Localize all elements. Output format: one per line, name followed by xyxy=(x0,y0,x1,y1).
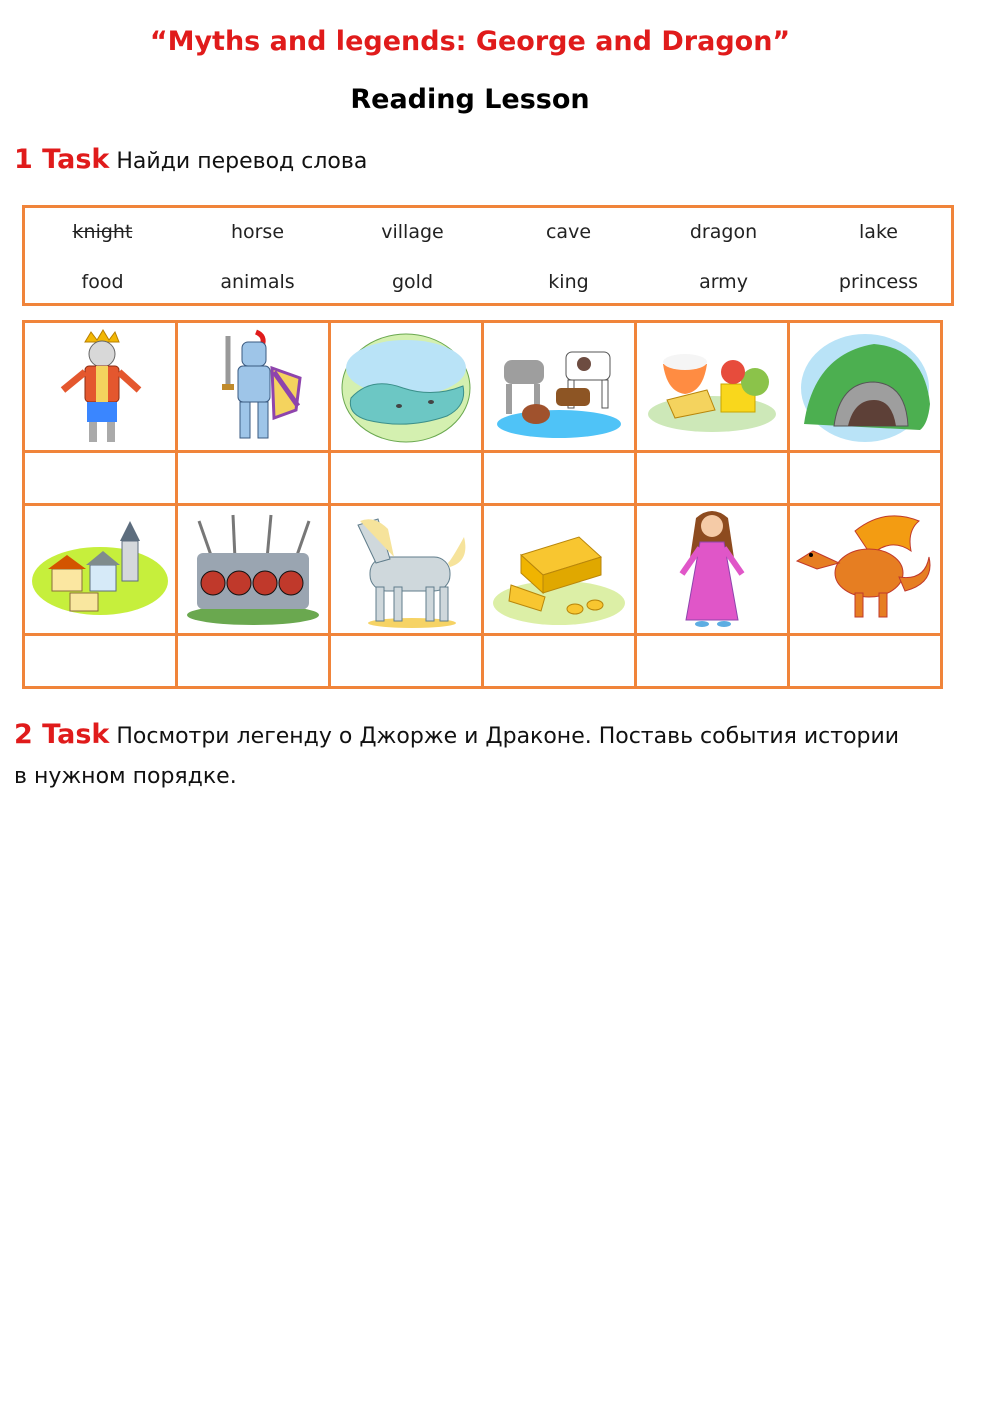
word-dragon: dragon xyxy=(689,221,758,243)
picture-cell xyxy=(789,322,942,452)
word-gold: gold xyxy=(391,271,434,293)
word-army: army xyxy=(699,271,748,293)
task-1-instruction: Найди перевод слова xyxy=(116,149,368,174)
task-2-heading xyxy=(14,715,914,797)
answer-cell-princess[interactable] xyxy=(636,635,789,688)
word-cave: cave xyxy=(545,221,592,243)
worksheet-title: “Myths and legends: George and Dragon” xyxy=(149,26,791,57)
cave-picture xyxy=(798,328,932,446)
task-1-heading xyxy=(14,140,367,182)
word-village: village xyxy=(381,221,444,243)
picture-cell xyxy=(177,322,330,452)
word-horse: horse xyxy=(230,221,285,243)
picture-cell xyxy=(177,505,330,635)
gold-picture xyxy=(489,511,629,629)
answer-cell-gold[interactable] xyxy=(483,635,636,688)
animals-picture xyxy=(492,328,626,446)
food-picture xyxy=(645,328,779,446)
picture-cell xyxy=(483,505,636,635)
answer-cell-dragon[interactable] xyxy=(789,635,942,688)
answer-cell-horse[interactable] xyxy=(330,635,483,688)
picture-cell xyxy=(24,322,177,452)
answer-cell-animals[interactable] xyxy=(483,452,636,505)
answer-cell-food[interactable] xyxy=(636,452,789,505)
answer-cell-army[interactable] xyxy=(177,635,330,688)
answer-cell-lake[interactable] xyxy=(330,452,483,505)
word-bank xyxy=(22,205,954,306)
answer-cell-king[interactable] xyxy=(24,452,177,505)
word-princess: princess xyxy=(838,271,919,293)
picture-cell xyxy=(789,505,942,635)
horse-picture xyxy=(336,511,476,629)
knight-picture xyxy=(198,328,308,446)
lake-picture xyxy=(339,328,473,446)
answer-cell-knight[interactable] xyxy=(177,452,330,505)
worksheet-subtitle: Reading Lesson xyxy=(350,84,590,115)
picture-cell xyxy=(330,505,483,635)
picture-cell xyxy=(24,505,177,635)
village-picture xyxy=(30,511,170,629)
answer-cell-cave[interactable] xyxy=(789,452,942,505)
picture-cell xyxy=(636,322,789,452)
army-picture xyxy=(183,511,323,629)
word-animals: animals xyxy=(220,271,295,293)
picture-row xyxy=(24,505,942,635)
word-knight: knight xyxy=(72,221,133,243)
task-1-number: 1 Task xyxy=(14,144,110,175)
matching-grid xyxy=(22,320,943,689)
picture-cell xyxy=(330,322,483,452)
king-picture xyxy=(55,328,145,446)
task-2-number: 2 Task xyxy=(14,719,110,750)
picture-cell xyxy=(483,322,636,452)
word-king: king xyxy=(548,271,589,293)
task-2-instruction: Посмотри легенду о Джорже и Драконе. Поставь события истории в нужном порядке. xyxy=(14,724,900,789)
answer-row xyxy=(24,452,942,505)
picture-cell xyxy=(636,505,789,635)
dragon-picture xyxy=(795,511,935,629)
word-lake: lake xyxy=(859,221,898,243)
word-food: food xyxy=(81,271,124,293)
answer-row xyxy=(24,635,942,688)
princess-picture xyxy=(672,508,752,632)
picture-row xyxy=(24,322,942,452)
answer-cell-village[interactable] xyxy=(24,635,177,688)
